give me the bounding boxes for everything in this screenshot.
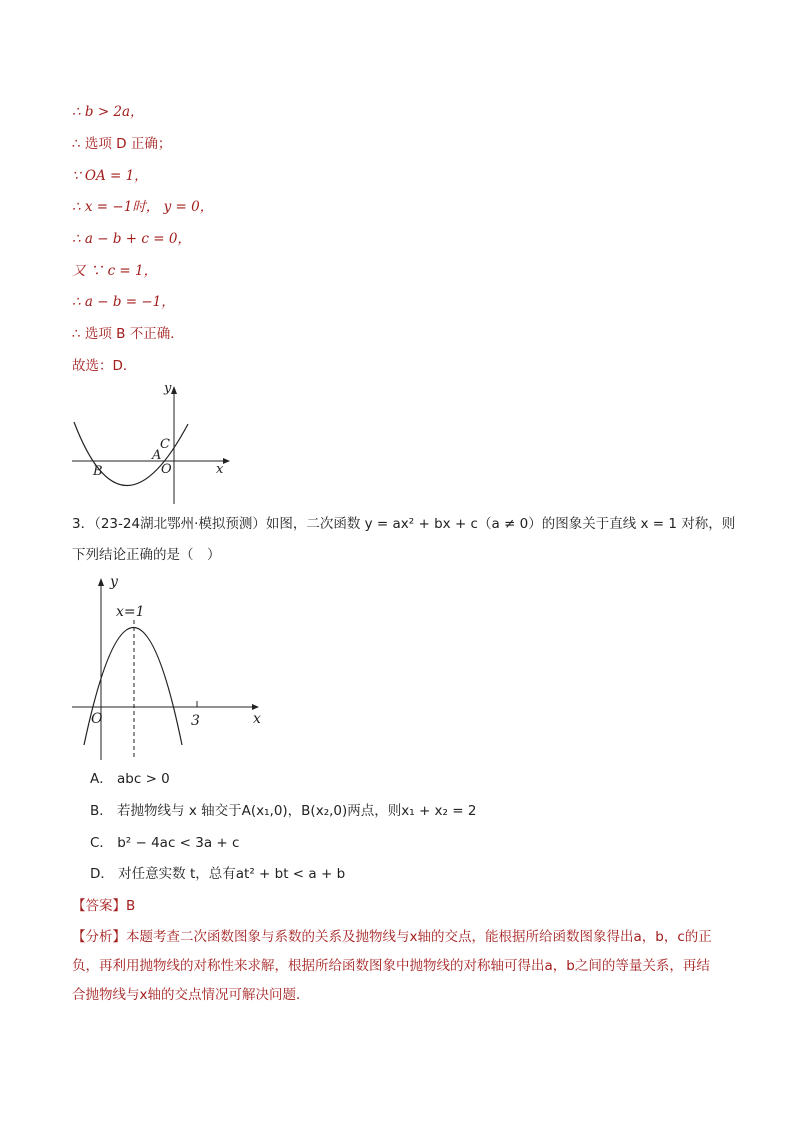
question-text-line-1: （23-24湖北鄂州·模拟预测）如图，二次函数 y = ax² + bx + c（a ≠ 0）的图象关于直线 x = 1 对称，则 bbox=[94, 516, 736, 532]
answer-value: B bbox=[126, 898, 136, 914]
answer-line bbox=[72, 897, 135, 915]
fig2-label-o: O bbox=[91, 711, 103, 727]
fig1-label-y: y bbox=[164, 381, 172, 396]
solution-line-5: ∴ a − b + c = 0， bbox=[72, 231, 191, 247]
analysis-paragraph bbox=[72, 923, 722, 1010]
question-3-line-1 bbox=[72, 515, 735, 533]
analysis-tag: 【分析】 bbox=[72, 929, 126, 945]
option-c: C． b² − 4ac < 3a + c bbox=[90, 835, 240, 851]
question-3-line-2: 下列结论正确的是（ ） bbox=[72, 547, 221, 563]
solution-line-4: ∴ x = −1时， y = 0， bbox=[72, 199, 214, 215]
fig1-label-o: O bbox=[161, 462, 172, 477]
fig1-label-c: C bbox=[160, 437, 170, 452]
fig2-label-three: 3 bbox=[191, 713, 200, 729]
figure-2-parabola bbox=[70, 570, 270, 765]
fig1-label-x: x bbox=[216, 462, 224, 477]
option-a: A． abc > 0 bbox=[90, 771, 170, 787]
fig2-label-axis: x=1 bbox=[116, 604, 145, 620]
fig1-label-b: B bbox=[93, 464, 103, 479]
fig2-label-y: y bbox=[110, 574, 118, 590]
solution-line-1: ∴ b > 2a， bbox=[72, 104, 144, 120]
fig2-label-x: x bbox=[253, 711, 261, 727]
option-b: B． 若抛物线与 x 轴交于A(x₁,0)，B(x₂,0)两点，则x₁ + x₂ = 2 bbox=[90, 803, 477, 819]
solution-line-6: 又 ∵ c = 1， bbox=[72, 263, 158, 279]
analysis-text: 本题考查二次函数图象与系数的关系及抛物线与x轴的交点，能根据所给函数图象得出a，b，c的正负，再利用抛物线的对称性来求解，根据所给函数图象中抛物线的对称轴可得出a，b之间的等量关系，再结合抛物线与x轴的交点情况可解决问题． bbox=[72, 929, 712, 1003]
solution-line-9: 故选：D． bbox=[72, 358, 137, 374]
answer-tag: 【答案】 bbox=[72, 898, 126, 914]
fig1-label-a: A bbox=[152, 448, 162, 463]
question-number: 3． bbox=[72, 516, 95, 532]
option-d: D． 对任意实数 t，总有at² + bt < a + b bbox=[90, 866, 346, 882]
solution-line-2: ∴ 选项 D 正确； bbox=[72, 136, 172, 152]
solution-line-8: ∴ 选项 B 不正确． bbox=[72, 326, 184, 342]
solution-line-3: ∵ OA = 1， bbox=[72, 168, 148, 184]
figure-1-parabola bbox=[60, 378, 240, 508]
solution-line-7: ∴ a − b = −1， bbox=[72, 294, 175, 310]
